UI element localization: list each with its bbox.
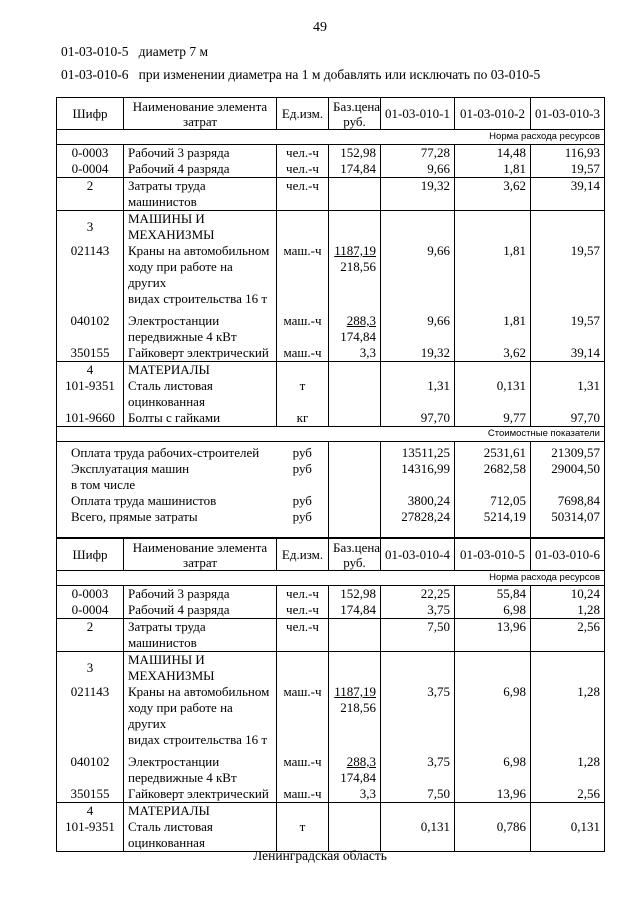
- cost-label-row: [57, 427, 605, 442]
- table-cell: [381, 525, 455, 538]
- table-cell: [329, 509, 381, 525]
- table-cell: [381, 362, 455, 379]
- table-cell: [531, 652, 605, 685]
- table-cell: маш.-ч: [277, 786, 329, 803]
- col-code-header: Шифр: [57, 539, 124, 571]
- table-cell: 0-0003: [57, 145, 124, 162]
- table-cell: МАШИНЫ И МЕХАНИЗМЫ: [124, 211, 277, 244]
- table-row: [57, 602, 605, 619]
- table-cell: [329, 819, 381, 852]
- table-cell: МАТЕРИАЛЫ: [124, 803, 277, 820]
- table-cell: [277, 362, 329, 379]
- table-cell: 9,77: [455, 410, 531, 427]
- table-cell: 19,32: [381, 345, 455, 362]
- table-cell: 14316,99: [381, 461, 455, 477]
- table-cell: 3,75: [381, 684, 455, 748]
- table-cell: 14,48: [455, 145, 531, 162]
- table-cell: 6,98: [455, 748, 531, 786]
- table-cell: 19,57: [531, 307, 605, 345]
- table-cell: Затраты труда машинистов: [124, 619, 277, 652]
- table-cell: 1,31: [381, 378, 455, 410]
- table-cell: 2: [57, 178, 124, 211]
- table-cell: 13511,25: [381, 442, 455, 462]
- table-row: [57, 786, 605, 803]
- col-price-header: Баз.цена руб.: [329, 539, 381, 571]
- table-cell: [329, 178, 381, 211]
- table-cell: [531, 803, 605, 820]
- table-cell: Рабочий 3 разряда: [124, 145, 277, 162]
- table-cell: 0,786: [455, 819, 531, 852]
- table-cell: маш.-ч: [277, 684, 329, 748]
- table-cell: 0-0004: [57, 602, 124, 619]
- table-cell: Болты с гайками: [124, 410, 277, 427]
- table-cell: [381, 652, 455, 685]
- header-line-1: [61, 44, 208, 60]
- table-cell: 3,62: [455, 178, 531, 211]
- table-cell: [277, 477, 329, 493]
- cost-row: [57, 442, 605, 462]
- table-cell: 1,28: [531, 748, 605, 786]
- table-cell: 350155: [57, 786, 124, 803]
- table-row: [57, 145, 605, 162]
- col-code-1-header: 01-03-010-1: [381, 98, 455, 130]
- table-row: [57, 307, 605, 345]
- col-code-6-header: 01-03-010-6: [531, 539, 605, 571]
- table-cell: 0,131: [381, 819, 455, 852]
- norm-label-row: [57, 130, 605, 145]
- table-cell: 040102: [57, 748, 124, 786]
- table-cell: 1,28: [531, 602, 605, 619]
- col-code-4-header: 01-03-010-4: [381, 539, 455, 571]
- table-row: [57, 586, 605, 603]
- table-cell: 3,75: [381, 602, 455, 619]
- table-cell: Всего, прямые затраты: [57, 509, 277, 525]
- table-cell: [381, 477, 455, 493]
- table-cell: [329, 378, 381, 410]
- col-code-2-header: 01-03-010-2: [455, 98, 531, 130]
- table-cell: 9,66: [381, 307, 455, 345]
- header-text-2: при изменении диаметра на 1 м добавлять или исключать по 03-010-5: [138, 67, 541, 82]
- table-cell: 2,56: [531, 619, 605, 652]
- table-cell: Электростанции передвижные 4 кВт: [124, 307, 277, 345]
- table-cell: Эксплуатация машин: [57, 461, 277, 477]
- table-cell: маш.-ч: [277, 243, 329, 307]
- table-cell: [277, 525, 329, 538]
- table-cell: [329, 803, 381, 820]
- table-cell: Гайковерт электрический: [124, 786, 277, 803]
- table-cell: 55,84: [455, 586, 531, 603]
- table-cell: чел.-ч: [277, 145, 329, 162]
- table-row: [57, 378, 605, 410]
- table-header-row: [57, 98, 605, 130]
- header-code-2: 01-03-010-6: [61, 67, 129, 82]
- table-cell: 3,3: [329, 345, 381, 362]
- table-cell: 1,81: [455, 161, 531, 178]
- table-cell: 1187,19 218,56: [329, 243, 381, 307]
- table-cell: МАТЕРИАЛЫ: [124, 362, 277, 379]
- table-cell: 7698,84: [531, 493, 605, 509]
- table-cell: 174,84: [329, 161, 381, 178]
- table-cell: руб: [277, 509, 329, 525]
- table-cell: 39,14: [531, 178, 605, 211]
- table-cell: 7,50: [381, 619, 455, 652]
- header-line-2: [61, 67, 540, 83]
- table-cell: 174,84: [329, 602, 381, 619]
- norm-label: Норма расхода ресурсов: [57, 130, 605, 145]
- table-cell: 3,3: [329, 786, 381, 803]
- table-header-row: [57, 539, 605, 571]
- cost-row: [57, 461, 605, 477]
- table-cell: 19,32: [381, 178, 455, 211]
- table-cell: Сталь листовая оцинкованная: [124, 819, 277, 852]
- table-cell: 10,24: [531, 586, 605, 603]
- table-cell: 13,96: [455, 619, 531, 652]
- table-cell: 350155: [57, 345, 124, 362]
- table-cell: Сталь листовая оцинкованная: [124, 378, 277, 410]
- table-cell: 0,131: [455, 378, 531, 410]
- table-cell: 101-9351: [57, 378, 124, 410]
- col-unit-header: Ед.изм.: [277, 539, 329, 571]
- table-cell: [455, 652, 531, 685]
- table-cell: [329, 461, 381, 477]
- table-cell: 19,57: [531, 243, 605, 307]
- table-cell: 021143: [57, 684, 124, 748]
- table-cell: чел.-ч: [277, 602, 329, 619]
- table-cell: 3,62: [455, 345, 531, 362]
- table-cell: 97,70: [381, 410, 455, 427]
- table-cell: [455, 362, 531, 379]
- table-cell: 1,31: [531, 378, 605, 410]
- col-name-header: Наименование элемента затрат: [124, 539, 277, 571]
- table-cell: 2682,58: [455, 461, 531, 477]
- table-cell: 9,66: [381, 161, 455, 178]
- table-row: [57, 619, 605, 652]
- table-cell: [277, 803, 329, 820]
- cost-row: [57, 493, 605, 509]
- col-unit-header: Ед.изм.: [277, 98, 329, 130]
- table-cell: Гайковерт электрический: [124, 345, 277, 362]
- table-row: [57, 178, 605, 211]
- section-row-materials: [57, 362, 605, 379]
- table-cell: 6,98: [455, 602, 531, 619]
- table-row: [57, 243, 605, 307]
- table-cell: руб: [277, 493, 329, 509]
- header-code-1: 01-03-010-5: [61, 44, 129, 59]
- table-cell: [531, 477, 605, 493]
- table-cell: т: [277, 819, 329, 852]
- col-price-header: Баз.цена руб.: [329, 98, 381, 130]
- table-cell: т: [277, 378, 329, 410]
- cost-label: Стоимостные показатели: [57, 427, 605, 442]
- table-cell: [455, 477, 531, 493]
- table-cell: 13,96: [455, 786, 531, 803]
- table-cell: МАШИНЫ И МЕХАНИЗМЫ: [124, 652, 277, 685]
- norm-label-row: [57, 571, 605, 586]
- table-cell: 152,98: [329, 145, 381, 162]
- table-cell: Оплата труда машинистов: [57, 493, 277, 509]
- table-cell: 1,81: [455, 243, 531, 307]
- table-cell: маш.-ч: [277, 345, 329, 362]
- table-cell: [329, 211, 381, 244]
- table-cell: 2: [57, 619, 124, 652]
- table-cell: [531, 362, 605, 379]
- col-code-5-header: 01-03-010-5: [455, 539, 531, 571]
- table-cell: [329, 525, 381, 538]
- page-number: 49: [313, 20, 327, 35]
- table-cell: Рабочий 4 разряда: [124, 602, 277, 619]
- table-cell: [57, 525, 277, 538]
- table-cell: 97,70: [531, 410, 605, 427]
- table-cell: 6,98: [455, 684, 531, 748]
- table-cell: 040102: [57, 307, 124, 345]
- table-cell: 0-0003: [57, 586, 124, 603]
- table-row: [57, 684, 605, 748]
- table-row: [57, 819, 605, 852]
- section-row-machines: [57, 652, 605, 685]
- table-cell: 19,57: [531, 161, 605, 178]
- table-cell: [329, 362, 381, 379]
- norm-label: Норма расхода ресурсов: [57, 571, 605, 586]
- table-cell: 3: [57, 211, 124, 244]
- table-cell: 3,75: [381, 748, 455, 786]
- table-cell: 1187,19 218,56: [329, 684, 381, 748]
- table-cell: 021143: [57, 243, 124, 307]
- table-cell: [329, 410, 381, 427]
- table-row: [57, 345, 605, 362]
- table-cell: 77,28: [381, 145, 455, 162]
- section-row-materials: [57, 803, 605, 820]
- table-cell: Затраты труда машинистов: [124, 178, 277, 211]
- table-cell: Краны на автомобильном ходу при работе на других видах строительства 16 т: [124, 243, 277, 307]
- table-cell: [455, 211, 531, 244]
- table-cell: 288,3 174,84: [329, 748, 381, 786]
- table-cell: 101-9660: [57, 410, 124, 427]
- table-cell: 0,131: [531, 819, 605, 852]
- header-text-1: диаметр 7 м: [138, 44, 209, 59]
- cost-row: [57, 477, 605, 493]
- table-cell: [329, 442, 381, 462]
- table-cell: 116,93: [531, 145, 605, 162]
- table-cell: 3: [57, 652, 124, 685]
- table-cell: 22,25: [381, 586, 455, 603]
- table-cell: 7,50: [381, 786, 455, 803]
- table-bottom-spacer: [57, 525, 605, 538]
- table-cell: 152,98: [329, 586, 381, 603]
- table-cell: 39,14: [531, 345, 605, 362]
- table-cell: 4: [57, 362, 124, 379]
- col-code-3-header: 01-03-010-3: [531, 98, 605, 130]
- table-cell: [277, 652, 329, 685]
- table-cell: 2,56: [531, 786, 605, 803]
- table-row: [57, 410, 605, 427]
- table-cell: 712,05: [455, 493, 531, 509]
- resource-table-1: [56, 97, 605, 538]
- table-cell: Оплата труда рабочих-строителей: [57, 442, 277, 462]
- table-cell: 27828,24: [381, 509, 455, 525]
- table-cell: Рабочий 4 разряда: [124, 161, 277, 178]
- table-cell: [329, 619, 381, 652]
- table-cell: кг: [277, 410, 329, 427]
- table-cell: [329, 477, 381, 493]
- table-cell: [531, 211, 605, 244]
- table-cell: [455, 803, 531, 820]
- col-name-header: Наименование элемента затрат: [124, 98, 277, 130]
- resource-table-2: [56, 538, 605, 852]
- table-cell: руб: [277, 442, 329, 462]
- table-cell: [455, 525, 531, 538]
- section-row-machines: [57, 211, 605, 244]
- table-row: [57, 161, 605, 178]
- table-cell: [381, 211, 455, 244]
- table-cell: Электростанции передвижные 4 кВт: [124, 748, 277, 786]
- table-cell: 3800,24: [381, 493, 455, 509]
- table-cell: чел.-ч: [277, 178, 329, 211]
- table-row: [57, 748, 605, 786]
- table-cell: 1,28: [531, 684, 605, 748]
- table-cell: маш.-ч: [277, 307, 329, 345]
- table-cell: 288,3 174,84: [329, 307, 381, 345]
- table-cell: 9,66: [381, 243, 455, 307]
- footer-region: Ленинградская область: [253, 848, 387, 863]
- cost-row: [57, 509, 605, 525]
- table-cell: [329, 493, 381, 509]
- table-cell: Краны на автомобильном ходу при работе на других видах строительства 16 т: [124, 684, 277, 748]
- table-cell: 50314,07: [531, 509, 605, 525]
- table-cell: в том числе: [57, 477, 277, 493]
- table-cell: [531, 525, 605, 538]
- table-cell: чел.-ч: [277, 619, 329, 652]
- table-cell: руб: [277, 461, 329, 477]
- table-cell: 21309,57: [531, 442, 605, 462]
- table-cell: Рабочий 3 разряда: [124, 586, 277, 603]
- table-cell: 101-9351: [57, 819, 124, 852]
- table-cell: [329, 652, 381, 685]
- table-cell: 4: [57, 803, 124, 820]
- table-cell: [277, 211, 329, 244]
- table-cell: 5214,19: [455, 509, 531, 525]
- table-cell: 0-0004: [57, 161, 124, 178]
- table-cell: 29004,50: [531, 461, 605, 477]
- table-cell: маш.-ч: [277, 748, 329, 786]
- table-cell: [381, 803, 455, 820]
- table-cell: чел.-ч: [277, 161, 329, 178]
- col-code-header: Шифр: [57, 98, 124, 130]
- table-cell: чел.-ч: [277, 586, 329, 603]
- table-cell: 2531,61: [455, 442, 531, 462]
- table-cell: 1,81: [455, 307, 531, 345]
